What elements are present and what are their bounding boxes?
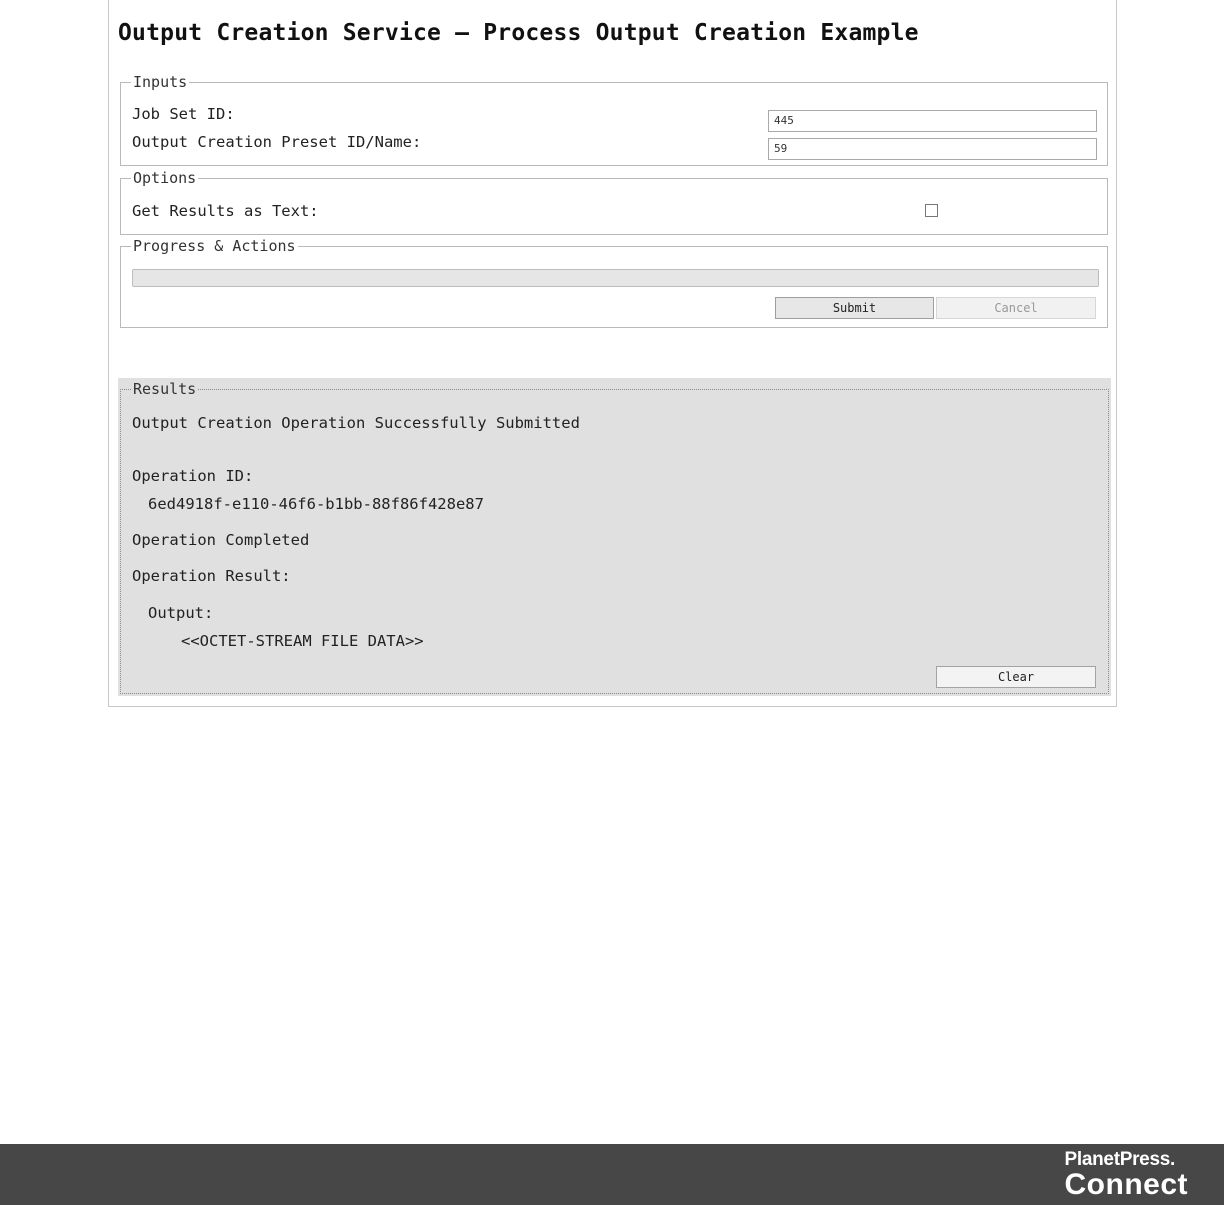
options-fieldset <box>120 171 1108 235</box>
example-panel <box>108 0 1117 707</box>
progress-fieldset <box>120 239 1108 328</box>
page-title: Output Creation Service – Process Output Creation Example <box>118 20 919 46</box>
operation-id-label: Operation ID: <box>132 467 254 485</box>
options-legend: Options <box>133 169 197 187</box>
planetpress-connect-logo <box>1065 1149 1189 1199</box>
results-as-text-checkbox[interactable] <box>925 204 938 217</box>
job-set-id-label: Job Set ID: <box>132 105 235 123</box>
operation-id-value: 6ed4918f-e110-46f6-b1bb-88f86f428e87 <box>148 495 484 513</box>
inputs-legend: Inputs <box>133 73 188 91</box>
operation-result-label: Operation Result: <box>132 567 291 585</box>
logo-bottom-text: Connect <box>1064 1168 1188 1201</box>
results-fieldset <box>120 382 1109 694</box>
inputs-fieldset <box>120 75 1108 166</box>
progress-bar <box>132 269 1099 287</box>
preset-input[interactable]: 59 <box>768 138 1097 160</box>
operation-completed-text: Operation Completed <box>132 531 310 549</box>
job-set-id-input[interactable]: 445 <box>768 110 1097 132</box>
output-label: Output: <box>148 604 214 622</box>
submit-button[interactable]: Submit <box>775 297 934 319</box>
cancel-button[interactable]: Cancel <box>936 297 1096 319</box>
output-value: <<OCTET-STREAM FILE DATA>> <box>181 632 424 650</box>
results-legend: Results <box>133 380 197 398</box>
logo-top-text: PlanetPress. <box>1064 1149 1175 1170</box>
progress-legend: Progress & Actions <box>133 237 296 255</box>
result-submitted-text: Output Creation Operation Successfully Submitted <box>132 414 580 432</box>
preset-label: Output Creation Preset ID/Name: <box>132 133 422 151</box>
results-as-text-label: Get Results as Text: <box>132 202 319 220</box>
clear-button[interactable]: Clear <box>936 666 1096 688</box>
footer-bar <box>0 1144 1224 1205</box>
